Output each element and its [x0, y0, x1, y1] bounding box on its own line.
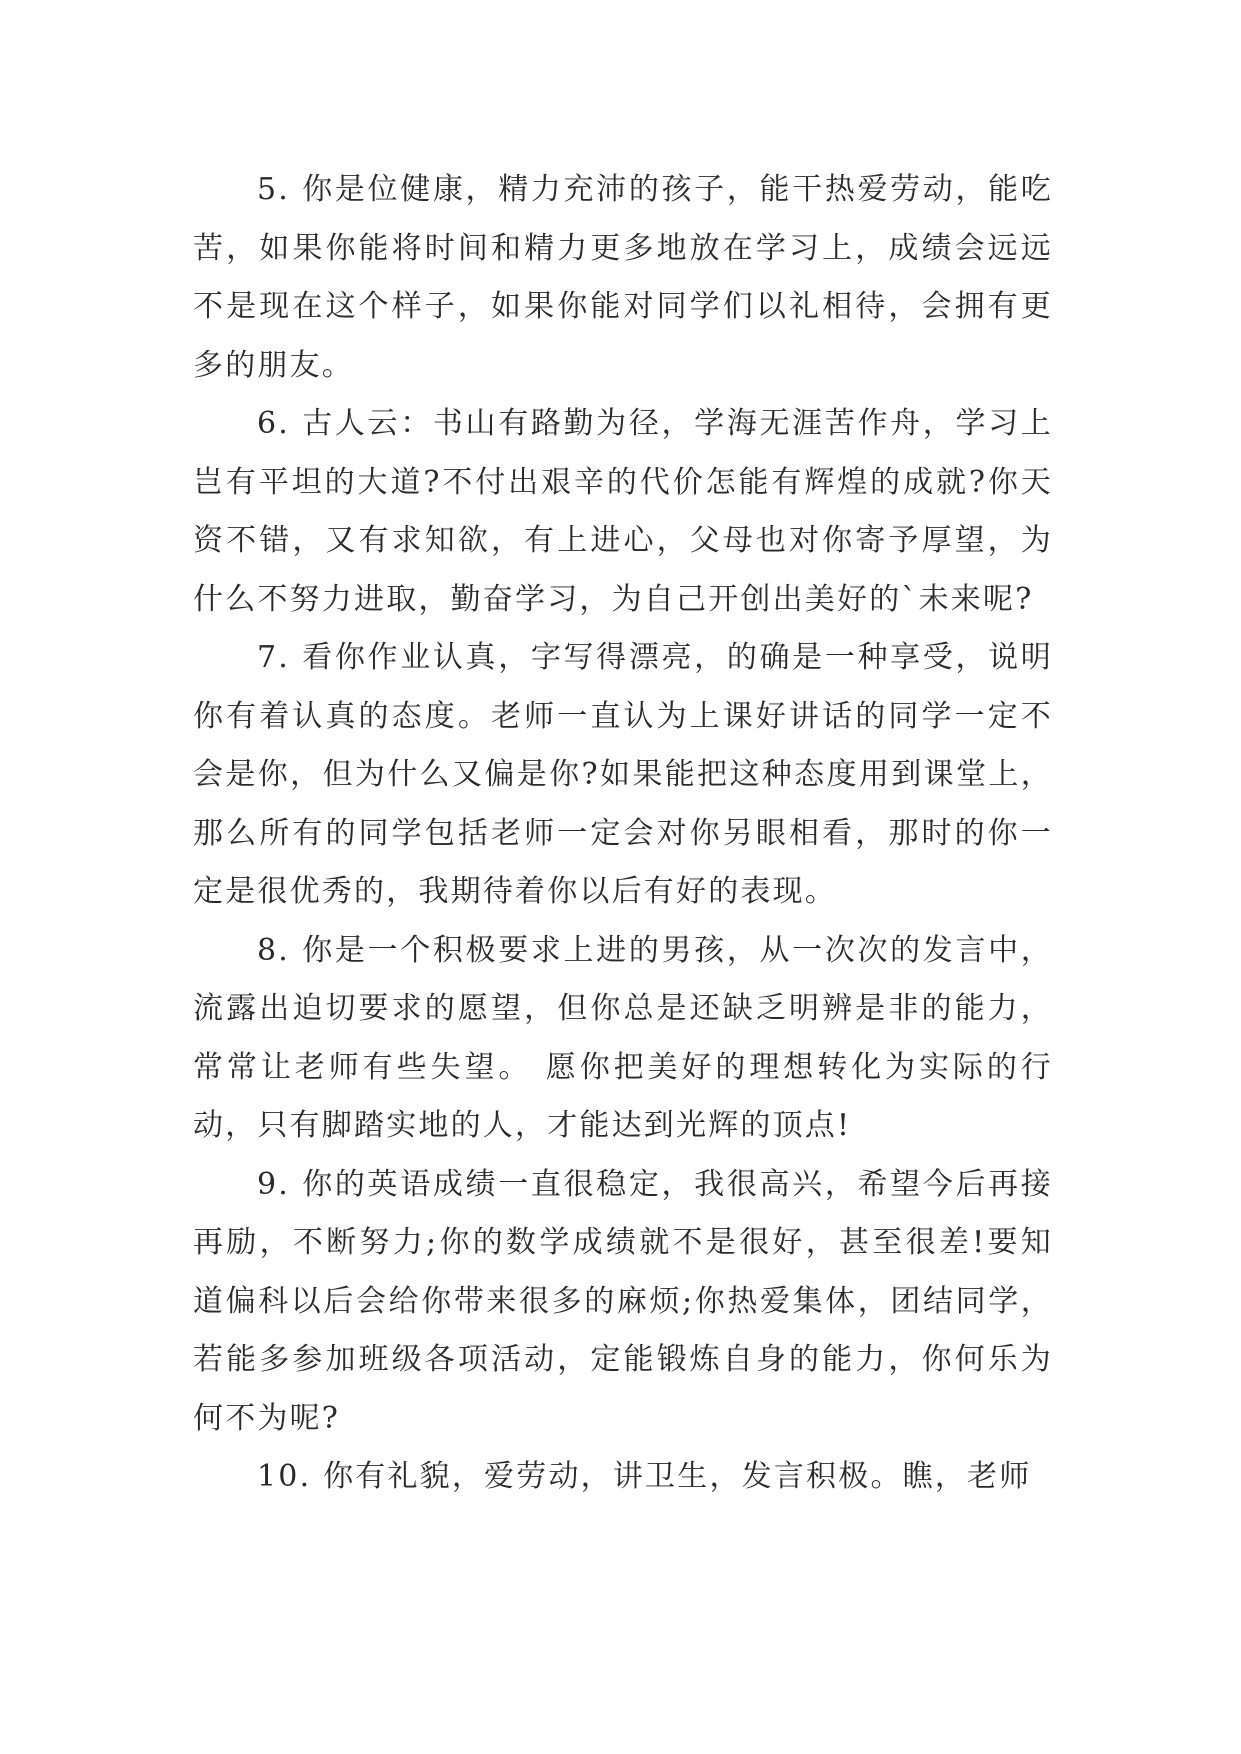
- paragraph-text: 你的英语成绩一直很稳定，我很高兴，希望今后再接再励，不断努力;你的数学成绩就不是很好，甚至很差!要知道偏科以后会给你带来很多的麻烦;你热爱集体，团结同学，若能多参加班级各项活动，定能锻炼自身的能力，你何乐为何不为呢?: [193, 1166, 1053, 1436]
- document-body: [193, 161, 1053, 1507]
- paragraph-text: 你有礼貌，爱劳动，讲卫生，发言积极。瞧，老师: [323, 1459, 1032, 1494]
- paragraph-10: [193, 1448, 1053, 1507]
- paragraph-number: 5.: [257, 172, 291, 207]
- paragraph-number: 10.: [257, 1459, 312, 1494]
- paragraph-6: [193, 395, 1053, 629]
- paragraph-text: 你是位健康，精力充沛的孩子，能干热爱劳动，能吃苦，如果你能将时间和精力更多地放在学习上，成绩会远远不是现在这个样子，如果你能对同学们以礼相待，会拥有更多的朋友。: [193, 172, 1053, 383]
- paragraph-number: 6.: [257, 406, 291, 441]
- paragraph-5: [193, 161, 1053, 395]
- paragraph-text: 古人云：书山有路勤为径，学海无涯苦作舟，学习上岂有平坦的大道?不付出艰辛的代价怎能有辉煌的成就?你天资不错，又有求知欲，有上进心，父母也对你寄予厚望，为什么不努力进取，勤奋学习，为自己开创出美好的`未来呢?: [193, 406, 1053, 617]
- paragraph-7: [193, 629, 1053, 922]
- paragraph-number: 7.: [257, 640, 291, 675]
- paragraph-text: 你是一个积极要求上进的男孩，从一次次的发言中，流露出迫切要求的愿望，但你总是还缺乏明辨是非的能力，常常让老师有些失望。 愿你把美好的理想转化为实际的行动，只有脚踏实地的人，才能达到光辉的顶点!: [193, 932, 1053, 1143]
- paragraph-number: 8.: [257, 932, 291, 968]
- paragraph-8: [193, 922, 1053, 1156]
- paragraph-9: [193, 1156, 1053, 1449]
- paragraph-number: 9.: [257, 1166, 291, 1202]
- paragraph-text: 看你作业认真，字写得漂亮，的确是一种享受，说明你有着认真的态度。老师一直认为上课好讲话的同学一定不会是你，但为什么又偏是你?如果能把这种态度用到课堂上，那么所有的同学包括老师一定会对你另眼相看，那时的你一定是很优秀的，我期待着你以后有好的表现。: [193, 640, 1053, 909]
